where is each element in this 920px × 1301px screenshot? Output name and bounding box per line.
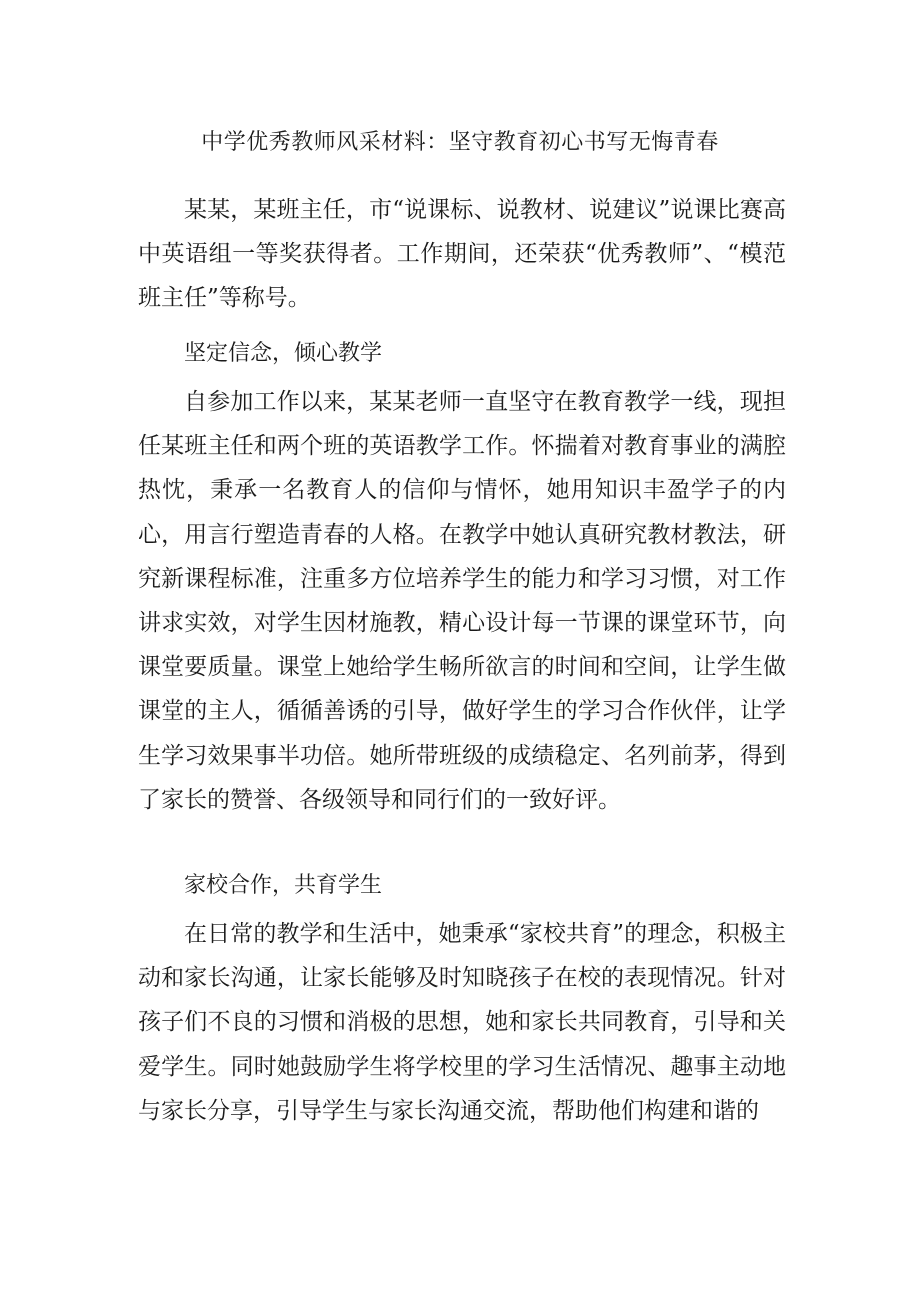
section-heading-cooperation: 家校合作，共育学生: [184, 873, 383, 898]
section-paragraph-cooperation: 在日常的教学和生活中，她秉承“家校共育”的理念，积极主动和家长沟通，让家长能够及时知晓孩子在校的表现情况。针对孩子们不良的习惯和消极的思想，她和家长共同教育，引导和关爱学生。同时她鼓励学生将学校里的学习生活情况、趣事主动地与家长分享，引导学生与家长沟通交流，帮助他们构建和谐的: [138, 921, 786, 1124]
intro-paragraph: 某某，某班主任，市“说课标、说教材、说建议”说课比赛高中英语组一等奖获得者。工作期间，还荣获“优秀教师”、“模范班主任”等称号。: [138, 197, 786, 312]
section-heading-belief: 坚定信念，倾心教学: [184, 341, 383, 366]
document-title: 中学优秀教师风采材料：坚守教育初心书写无悔青春: [201, 130, 719, 155]
section-paragraph-belief: 自参加工作以来，某某老师一直坚守在教育教学一线，现担任某班主任和两个班的英语教学工作。怀揣着对教育事业的满腔热忱，秉承一名教育人的信仰与情怀，她用知识丰盈学子的内心，用言行塑造青春的人格。在教学中她认真研究教材教法，研究新课程标准，注重多方位培养学生的能力和学习习惯，对工作讲求实效，对学生因材施教，精心设计每一节课的课堂环节，向课堂要质量。课堂上她给学生畅所欲言的时间和空间，让学生做课堂的主人，循循善诱的引导，做好学生的学习合作伙伴，让学生学习效果事半功倍。她所带班级的成绩稳定、名列前茅，得到了家长的赞誉、各级领导和同行们的一致好评。: [138, 389, 786, 813]
